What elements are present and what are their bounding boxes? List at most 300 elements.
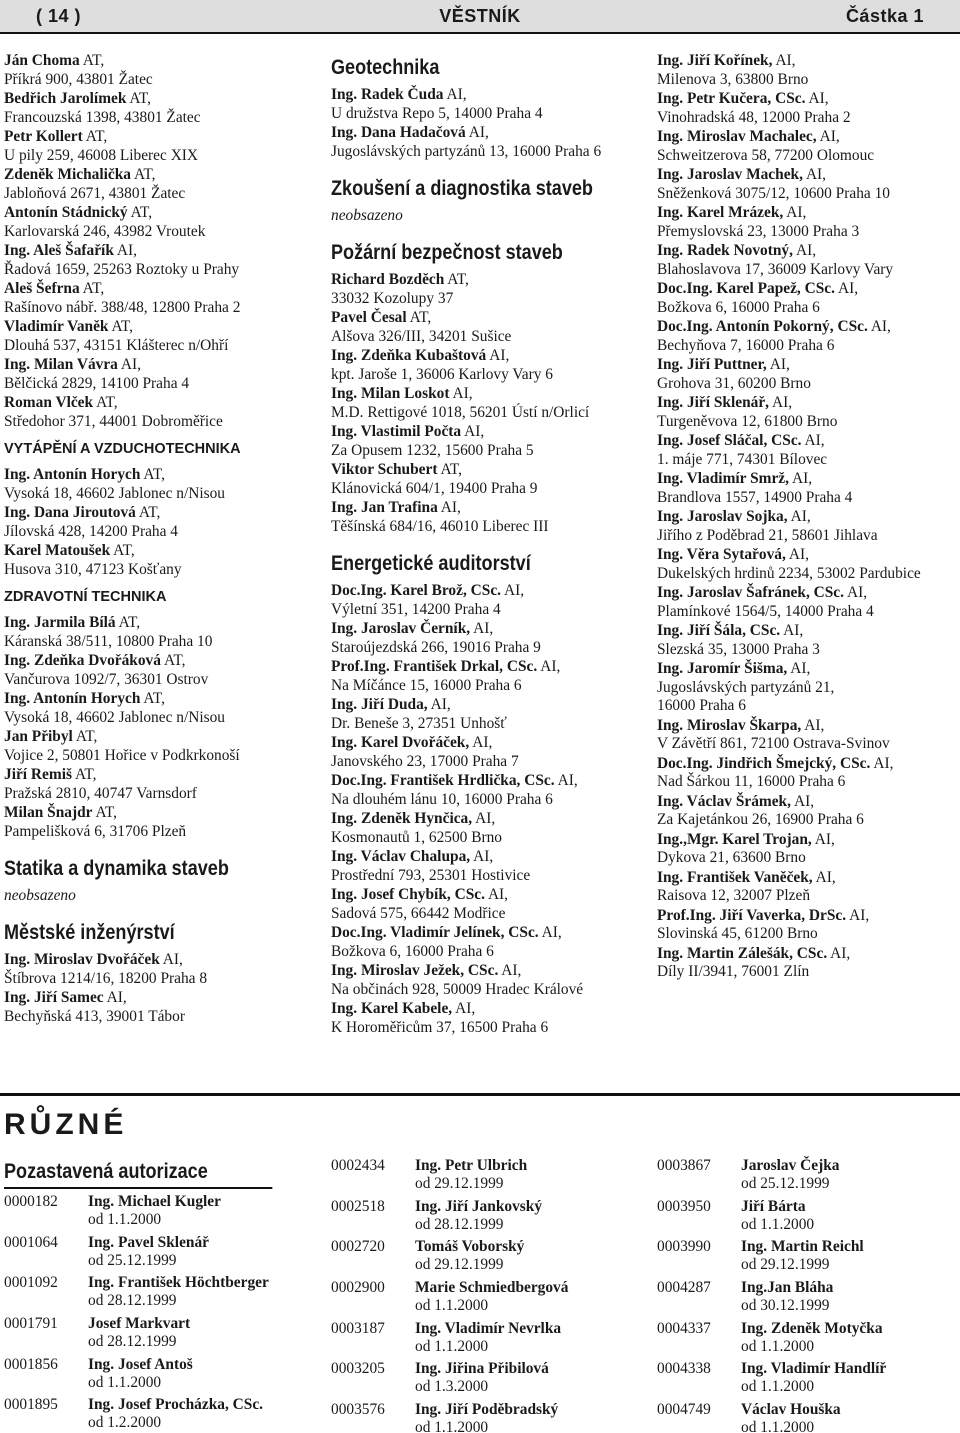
person-name: Ing. Václav Šrámek, xyxy=(657,792,791,810)
register-entry xyxy=(331,772,643,809)
address: Prostřední 793, 25301 Hostivice xyxy=(331,866,531,884)
register-entry xyxy=(331,271,643,308)
register-entry xyxy=(4,728,316,765)
suspended-details xyxy=(415,1238,524,1279)
registration-number: 0004749 xyxy=(657,1401,711,1419)
authorization-code: AI, xyxy=(540,658,561,675)
address: Těšínská 684/16, 46010 Liberec III xyxy=(331,517,549,535)
registration-number: 0003950 xyxy=(657,1197,711,1215)
suspended-entry xyxy=(4,1234,324,1275)
register-column-2 xyxy=(331,52,643,1038)
address: Jugoslávských partyzánů 13, 16000 Praha 6 xyxy=(331,142,602,160)
address: Plamínkové 1564/5, 14000 Praha 4 xyxy=(657,602,874,620)
register-entry xyxy=(331,1000,643,1037)
authorization-code: AI, xyxy=(830,944,851,962)
entry-name-line xyxy=(657,717,957,736)
person-name: Josef Markvart xyxy=(88,1315,191,1333)
suspended-entry xyxy=(331,1401,651,1433)
address: Za Opusem 1232, 15600 Praha 5 xyxy=(331,441,534,459)
address: Schweitzerova 58, 77200 Olomouc xyxy=(657,146,875,164)
suspension-date: od 1.1.2000 xyxy=(741,1419,815,1433)
person-name: Ing. Zdeněk Motyčka xyxy=(741,1319,883,1337)
address: Dykova 21, 63600 Brno xyxy=(657,849,806,866)
address: Slezská 35, 13000 Praha 3 xyxy=(657,640,820,658)
entry-name-line xyxy=(657,280,957,299)
registration-number: 0002720 xyxy=(331,1238,385,1256)
person-name: Ing. Josef Chybík, CSc. xyxy=(331,886,485,903)
entry-name-line xyxy=(331,734,643,753)
authorization-code: AT, xyxy=(82,52,105,69)
address: M.D. Rettigové 1018, 56201 Ústí n/Orlicí xyxy=(331,403,590,421)
person-name: Prof.Ing. Jiří Vaverka, DrSc. xyxy=(657,906,847,924)
suspended-entry xyxy=(331,1320,651,1361)
entry-name-line xyxy=(657,204,957,223)
suspension-date: od 1.2.2000 xyxy=(88,1414,162,1432)
person-name: Antonín Stádnický xyxy=(4,204,128,221)
register-entry xyxy=(657,90,957,127)
address: Rašínovo nábř. 388/48, 12800 Praha 2 xyxy=(4,298,241,316)
suspension-date: od 1.1.2000 xyxy=(741,1378,815,1396)
address: Nad Šárkou 11, 16000 Praha 6 xyxy=(657,773,846,790)
address: Blahoslavova 17, 36009 Karlovy Vary xyxy=(657,260,894,278)
address: Staroújezdská 266, 19016 Praha 9 xyxy=(331,638,541,656)
person-name: Ing. Věra Sytařová, xyxy=(657,546,786,563)
entry-name-line xyxy=(657,52,957,71)
authorization-code: AI, xyxy=(819,128,840,145)
register-entry xyxy=(331,582,643,619)
register-entry xyxy=(331,461,643,498)
address: Karlovarská 246, 43982 Vroutek xyxy=(4,222,206,240)
entry-name-line xyxy=(657,869,957,888)
authorization-code: AI, xyxy=(804,432,825,449)
register-entry xyxy=(657,907,957,944)
suspended-entry xyxy=(4,1315,324,1356)
authorization-code: AI, xyxy=(475,810,496,827)
register-entry xyxy=(331,658,643,695)
entry-name-line xyxy=(4,52,316,71)
register-entry xyxy=(4,652,316,689)
register-entry xyxy=(331,962,643,999)
address: U pily 259, 46008 Liberec XIX xyxy=(4,146,199,164)
suspended-entry xyxy=(4,1193,324,1234)
authorization-code: AI, xyxy=(504,582,525,599)
suspended-entry xyxy=(4,1274,324,1315)
authorization-code: AI, xyxy=(455,1000,476,1017)
person-name: Doc.Ing. Antonín Pokorný, CSc. xyxy=(657,318,868,335)
authorization-code: AI, xyxy=(870,318,891,335)
entry-name-line xyxy=(4,128,316,147)
register-entry xyxy=(4,504,316,541)
person-name: Ing. František Höchtberger xyxy=(88,1274,269,1292)
entry-name-line xyxy=(657,546,957,565)
entry-name-line xyxy=(331,582,643,601)
field-heading: Městské inženýrství xyxy=(4,921,175,944)
suspension-date: od 1.3.2000 xyxy=(415,1378,489,1396)
address: Štíbrova 1214/16, 18200 Praha 8 xyxy=(4,969,208,987)
entry-name-line xyxy=(4,951,316,970)
entry-name-line xyxy=(331,848,643,867)
address: Řadová 1659, 25263 Roztoky u Prahy xyxy=(4,260,240,278)
person-name: Ing. Radek Novotný, xyxy=(657,242,793,259)
address: Pampelišková 6, 31706 Plzeň xyxy=(4,822,187,840)
register-entry xyxy=(657,432,957,469)
suspension-date: od 25.12.1999 xyxy=(741,1175,830,1192)
authorization-code: AI, xyxy=(487,886,509,903)
person-name: Marie Schmiedbergová xyxy=(415,1279,569,1297)
authorization-code: AI, xyxy=(815,868,836,886)
register-entry xyxy=(657,318,957,355)
suspended-details xyxy=(741,1401,841,1433)
address: Na občinách 928, 50009 Hradec Králové xyxy=(331,980,584,998)
register-entry xyxy=(4,280,316,317)
address: Kosmonautů 1, 62500 Brno xyxy=(331,828,503,846)
address: Janovského 23, 17000 Praha 7 xyxy=(331,752,519,770)
registration-number: 0002518 xyxy=(331,1197,385,1215)
register-entry xyxy=(657,508,957,545)
register-entry xyxy=(657,128,957,165)
suspension-date: od 1.1.2000 xyxy=(88,1211,162,1228)
authorization-code: AT, xyxy=(447,271,469,288)
person-name: Milan Šnajdr xyxy=(4,804,93,821)
authorization-code: AI, xyxy=(775,52,796,69)
entry-name-line xyxy=(657,584,957,603)
person-name: Ing. Martin Zálešák, CSc. xyxy=(657,944,828,962)
authorization-code: AI, xyxy=(541,924,562,941)
address: Středohor 371, 44001 Dobroměřice xyxy=(4,412,223,430)
authorization-code: AT, xyxy=(163,652,186,669)
person-name: Ing. Jaromír Šišma, xyxy=(657,660,788,677)
person-name: Ing. Miroslav Machalec, xyxy=(657,128,817,145)
suspension-date: od 29.12.1999 xyxy=(415,1256,504,1274)
register-entry xyxy=(657,793,957,830)
authorization-code: AT, xyxy=(113,542,135,559)
register-entry xyxy=(657,470,957,507)
person-name: Ing. Jiřina Přibilová xyxy=(415,1360,549,1378)
authorization-code: AI, xyxy=(106,989,127,1006)
person-name: Ing. František Vaněček, xyxy=(657,868,813,886)
person-name: Jiří Remiš xyxy=(4,766,72,783)
authorization-code: AT, xyxy=(82,280,105,297)
suspended-column-3 xyxy=(657,1157,957,1433)
entry-name-line xyxy=(4,766,316,785)
register-entry xyxy=(657,166,957,203)
entry-name-line xyxy=(657,166,957,185)
suspension-date: od 29.12.1999 xyxy=(415,1175,504,1192)
publication-title: VĚSTNÍK xyxy=(439,6,521,26)
registration-number: 0001791 xyxy=(4,1315,58,1333)
address: Bělčická 2829, 14100 Praha 4 xyxy=(4,374,190,392)
registration-number: 0001064 xyxy=(4,1233,58,1251)
register-entry xyxy=(331,309,643,346)
suspended-entry xyxy=(4,1396,324,1433)
address: Za Kajetánkou 26, 16900 Praha 6 xyxy=(657,811,864,828)
register-entry xyxy=(4,90,316,127)
address: Výletní 351, 14200 Praha 4 xyxy=(331,600,501,618)
authorization-code: AI, xyxy=(795,242,817,259)
field-heading: Geotechnika xyxy=(331,56,440,79)
issue-label: Částka 1 xyxy=(845,6,924,26)
person-name: Ing. Milan Loskot xyxy=(331,385,450,402)
register-entry xyxy=(4,356,316,393)
register-entry xyxy=(657,394,957,431)
person-name: Ing. Dana Hadačová xyxy=(331,124,466,141)
address: Vojice 2, 50801 Hořice v Podkrkonoší xyxy=(4,746,240,764)
register-entry xyxy=(331,810,643,847)
registration-number: 0001856 xyxy=(4,1355,58,1373)
authorization-code: AT, xyxy=(95,804,118,821)
address: Sadová 575, 66442 Modřice xyxy=(331,904,506,922)
suspended-details xyxy=(415,1198,542,1239)
vacant-note: neobsazeno xyxy=(331,207,403,224)
entry-name-line xyxy=(4,280,316,299)
person-name: Ing. Zdeňka Kubaštová xyxy=(331,347,487,364)
register-entry xyxy=(657,622,957,659)
registration-number: 0004338 xyxy=(657,1360,711,1378)
entry-name-line xyxy=(331,772,643,791)
entry-name-line xyxy=(4,614,316,633)
authorization-code: AI, xyxy=(808,90,829,107)
person-name: Tomáš Voborský xyxy=(415,1238,525,1256)
entry-name-line xyxy=(331,309,643,328)
person-name: Ing. Jiří Šála, CSc. xyxy=(657,622,781,639)
entry-name-line xyxy=(657,242,957,261)
person-name: Roman Vlček xyxy=(4,394,94,411)
entry-name-line xyxy=(331,962,643,981)
authorization-code: AT, xyxy=(85,128,108,145)
authorization-code: AI, xyxy=(464,423,485,440)
person-name: Jan Přibyl xyxy=(4,728,73,745)
section-heading: ZDRAVOTNÍ TECHNIKA xyxy=(4,589,167,605)
address: kpt. Jaroše 1, 36006 Karlovy Vary 6 xyxy=(331,365,553,383)
authorization-code: AI, xyxy=(468,124,489,141)
person-name: Ing. Josef Antoš xyxy=(88,1355,193,1373)
entry-name-line xyxy=(657,470,957,489)
entry-name-line xyxy=(4,804,316,823)
entry-name-line xyxy=(657,622,957,641)
address: Brandlova 1557, 14900 Praha 4 xyxy=(657,488,853,506)
entry-name-line xyxy=(331,696,643,715)
address: Jílovská 428, 14200 Praha 4 xyxy=(4,522,178,540)
person-name: Ing. Josef Sláčal, CSc. xyxy=(657,432,802,449)
address: Na Míčánce 15, 16000 Praha 6 xyxy=(331,676,522,694)
authorization-code: AT, xyxy=(96,394,118,411)
address: Milenova 3, 63800 Brno xyxy=(657,70,809,88)
authorization-code: AI, xyxy=(837,280,859,297)
entry-name-line xyxy=(657,128,957,147)
person-name: Ing. Jiří Puttner, xyxy=(657,356,767,373)
register-entry xyxy=(4,989,316,1026)
authorization-code: AI, xyxy=(472,734,493,751)
suspended-entry xyxy=(331,1279,651,1320)
person-name: Ing. Jaroslav Machek, xyxy=(657,166,803,183)
entry-name-line xyxy=(331,810,643,829)
entry-name-line xyxy=(657,831,957,850)
suspended-details xyxy=(741,1279,833,1320)
address: Husova 310, 47123 Košťany xyxy=(4,560,182,578)
address: Dlouhá 537, 43151 Klášterec n/Ohří xyxy=(4,336,229,354)
authorization-code: AT, xyxy=(143,466,165,483)
address: Raisova 12, 32007 Plzeň xyxy=(657,887,811,904)
suspended-details xyxy=(415,1360,549,1401)
register-entry xyxy=(657,546,957,583)
suspended-details xyxy=(415,1157,527,1198)
entry-name-line xyxy=(4,356,316,375)
register-entry xyxy=(331,696,643,733)
address: Káranská 38/511, 10800 Praha 10 xyxy=(4,632,213,650)
suspended-entry xyxy=(657,1401,957,1433)
address: Božkova 6, 16000 Praha 6 xyxy=(331,942,494,960)
authorization-code: AI, xyxy=(430,696,451,713)
register-entry xyxy=(4,318,316,355)
entry-name-line xyxy=(331,886,643,905)
entry-name-line xyxy=(4,989,316,1008)
address: Pražská 2810, 40747 Varnsdorf xyxy=(4,784,197,802)
authorization-code: AT, xyxy=(409,309,432,326)
entry-name-line xyxy=(657,90,957,109)
registration-number: 0003187 xyxy=(331,1319,385,1337)
person-name: Ing. Václav Chalupa, xyxy=(331,848,471,865)
suspension-date: od 30.12.1999 xyxy=(741,1297,830,1315)
suspended-entry xyxy=(657,1238,957,1279)
person-name: Ing. Jiří Poděbradský xyxy=(415,1401,559,1419)
entry-name-line xyxy=(331,124,643,143)
register-entry xyxy=(657,755,957,792)
authorization-code: AT, xyxy=(129,90,151,107)
person-name: Ing. Dana Jiroutová xyxy=(4,504,136,521)
register-entry xyxy=(331,924,643,961)
address: Slovinská 45, 61200 Brno xyxy=(657,925,818,942)
page-number: ( 14 ) xyxy=(36,6,82,26)
address: Francouzská 1398, 43801 Žatec xyxy=(4,108,201,126)
register-entry xyxy=(4,204,316,241)
address: 33032 Kozolupy 37 xyxy=(331,289,454,307)
person-name: Ing. Vladimír Handlíř xyxy=(741,1360,887,1378)
entry-name-line xyxy=(331,1000,643,1019)
person-name: Pavel Česal xyxy=(331,309,407,326)
entry-name-line xyxy=(657,318,957,337)
suspended-details xyxy=(741,1238,864,1279)
authorization-code: AT, xyxy=(75,728,98,745)
registration-number: 0003576 xyxy=(331,1401,385,1419)
suspended-details xyxy=(88,1193,221,1234)
address: Jabloňová 2671, 43801 Žatec xyxy=(4,184,186,202)
person-name: Ing.,Mgr. Karel Trojan, xyxy=(657,830,812,848)
person-name: Ing.Jan Bláha xyxy=(741,1279,834,1297)
address: 1. máje 771, 74301 Bílovec xyxy=(657,450,828,468)
person-name: Ing. Karel Kabele, xyxy=(331,1000,453,1017)
authorization-code: AI, xyxy=(791,470,813,487)
suspended-details xyxy=(88,1234,209,1275)
suspended-details xyxy=(88,1315,190,1356)
entry-name-line xyxy=(4,652,316,671)
register-entry xyxy=(331,423,643,460)
register-entry xyxy=(331,347,643,384)
authorization-code: AI, xyxy=(473,848,494,865)
authorization-code: AI, xyxy=(120,356,141,373)
person-name: Jaroslav Čejka xyxy=(741,1157,840,1174)
address: Díly II/3941, 76001 Zlín xyxy=(657,963,810,980)
entry-name-line xyxy=(331,461,643,480)
person-name: Jiří Bárta xyxy=(741,1197,806,1215)
authorization-code: AI, xyxy=(804,716,825,734)
register-entry xyxy=(657,831,957,868)
address-continued: 16000 Praha 6 xyxy=(657,697,746,714)
page-header xyxy=(0,0,960,34)
entry-name-line xyxy=(331,271,643,290)
address: Na dlouhém lánu 10, 16000 Praha 6 xyxy=(331,790,553,808)
person-name: Ing. Karel Dvořáček, xyxy=(331,734,470,751)
suspension-date: od 28.12.1999 xyxy=(88,1333,177,1351)
suspended-entry xyxy=(657,1198,957,1239)
address: Vysoká 18, 46602 Jablonec n/Nisou xyxy=(4,708,226,726)
person-name: Aleš Šefrna xyxy=(4,280,80,297)
registration-number: 0002900 xyxy=(331,1279,385,1297)
address: Vančurova 1092/7, 36301 Ostrov xyxy=(4,670,209,688)
authorization-code: AI, xyxy=(790,508,811,525)
authorization-code: AI, xyxy=(557,772,578,789)
person-name: Ing. Pavel Sklenář xyxy=(88,1233,209,1251)
register-entry xyxy=(4,394,316,431)
register-entry xyxy=(657,52,957,89)
person-name: Doc.Ing. Vladimír Jelínek, CSc. xyxy=(331,924,539,941)
suspension-date: od 1.1.2000 xyxy=(741,1337,815,1355)
suspended-entry xyxy=(4,1356,324,1397)
suspended-entry xyxy=(331,1360,651,1401)
person-name: Ing. Miroslav Ježek, CSc. xyxy=(331,962,499,979)
authorization-code: AT, xyxy=(130,204,153,221)
person-name: Ing. Radek Čuda xyxy=(331,86,444,103)
register-entry xyxy=(331,499,643,536)
person-name: Ján Choma xyxy=(4,52,80,69)
suspension-date: od 1.1.2000 xyxy=(415,1419,489,1433)
authorization-code: AI, xyxy=(847,584,868,601)
entry-name-line xyxy=(657,793,957,812)
suspended-details xyxy=(741,1198,814,1239)
person-name: Ing. Michael Kugler xyxy=(88,1193,221,1210)
entry-name-line xyxy=(331,86,643,105)
address: Bechyňova 7, 16000 Praha 6 xyxy=(657,336,835,354)
person-name: Ing. Jiří Jankovský xyxy=(415,1197,543,1215)
entry-name-line xyxy=(331,499,643,518)
authorization-code: AI, xyxy=(501,962,522,979)
entry-name-line xyxy=(331,620,643,639)
registration-number: 0001092 xyxy=(4,1274,58,1292)
authorization-code: AI, xyxy=(783,622,804,639)
suspension-date: od 28.12.1999 xyxy=(415,1215,504,1233)
suspension-date: od 1.1.2000 xyxy=(88,1373,162,1391)
authorization-code: AT, xyxy=(111,318,134,335)
field-heading: Zkoušení a diagnostika staveb xyxy=(331,177,593,200)
register-entry xyxy=(4,766,316,803)
person-name: Ing. Jiří Sklenář, xyxy=(657,394,770,411)
entry-name-line xyxy=(4,690,316,709)
register-entry xyxy=(331,886,643,923)
register-entry xyxy=(4,242,316,279)
authorization-code: AI, xyxy=(772,394,793,411)
address: Božkova 6, 16000 Praha 6 xyxy=(657,298,820,316)
person-name: Ing. Vlastimil Počta xyxy=(331,423,462,440)
suspended-entry xyxy=(331,1198,651,1239)
suspended-authorization-heading: Pozastavená autorizace xyxy=(4,1160,272,1189)
register-entry xyxy=(657,584,957,621)
person-name: Ing. Antonín Horych xyxy=(4,690,141,707)
suspended-column-2 xyxy=(331,1157,651,1433)
entry-name-line xyxy=(657,508,957,527)
entry-name-line xyxy=(4,728,316,747)
person-name: Zdeněk Michalička xyxy=(4,166,131,183)
authorization-code: AT, xyxy=(74,766,97,783)
register-entry xyxy=(4,804,316,841)
